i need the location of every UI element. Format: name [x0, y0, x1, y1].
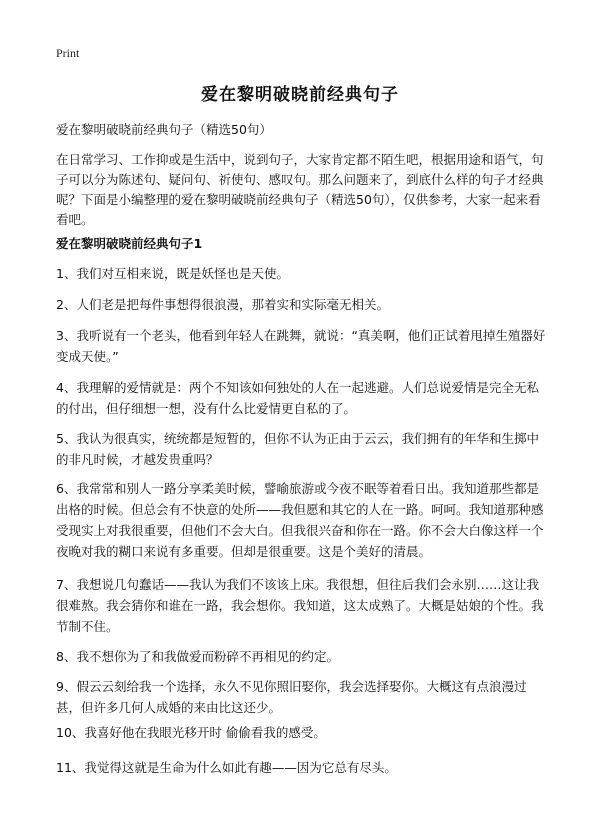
quote-item-4: 4、我理解的爱情就是：两个不知该如何独处的人在一起逃避。人们总说爱情是完全无私的付出，但仔细想一想，没有什么比爱情更自私的了。 [56, 380, 539, 416]
section-heading: 爱在黎明破晓前经典句子1 [56, 236, 203, 251]
intro-paragraph: 在日常学习、工作抑或是生活中，说到句子，大家肯定都不陌生吧，根据用途和语气，句子可以分为陈述句、疑问句、祈使句、感叹句。那么问题来了，到底什么样的句子才经典呢？下面是小编整理的爱在黎明破晓前经典句子（精选50句），仅供参考，大家一起来看看吧。 [56, 152, 544, 227]
quote-item-5: 5、我认为很真实，统统都是短暂的，但你不认为正由于云云，我们拥有的年华和生掷中的非凡时候，才越发贵重吗？ [56, 431, 539, 467]
document-subtitle: 爱在黎明破晓前经典句子（精选50句） [56, 122, 272, 137]
quote-item-9: 9、假云云刻给我一个选择，永久不见你照旧娶你，我会选择娶你。大概这有点浪漫过甚，但许多几何人成婚的来由比这还少。 [56, 679, 527, 715]
quote-item-10: 10、我喜好他在我眼光移开时 偷偷看我的感受。 [56, 725, 326, 740]
quote-item-3: 3、我听说有一个老头，他看到年轻人在跳舞，就说：“真美啊，他们正试着甩掉生殖器好变成天使。” [56, 328, 546, 364]
quote-item-7: 7、我想说几句蠢话——我认为我们不该该上床。我很想，但往后我们会永别……这让我很难熬。我会猜你和谁在一路，我会想你。我知道，这太成熟了。大概是姑娘的个性。我节制不住。 [56, 577, 544, 634]
quote-item-1: 1、我们对互相来说，既是妖怪也是天使。 [56, 266, 289, 281]
print-label: Print [56, 46, 80, 60]
quote-item-6: 6、我常常和别人一路分享柔美时候，譬喻旅游或今夜不眠等着看日出。我知道那些都是出格的时候。但总会有不快意的处所——我但愿和其它的人在一路。呵呵。我知道那种感受现实上对我很重要，但他们不会大白。但我很兴奋和你在一路。你不会大白像这样一个夜晚对我的糊口来说有多重要。但却是很重要。这是个美好的清晨。 [56, 481, 544, 559]
quote-item-11: 11、我觉得这就是生命为什么如此有趣——因为它总有尽头。 [56, 760, 397, 775]
page-title: 爱在黎明破晓前经典句子 [201, 85, 399, 105]
quote-item-8: 8、我不想你为了和我做爱而粉碎不再相见的约定。 [56, 649, 339, 664]
quote-item-2: 2、人们老是把每件事想得很浪漫，那着实和实际毫无相关。 [56, 297, 389, 312]
